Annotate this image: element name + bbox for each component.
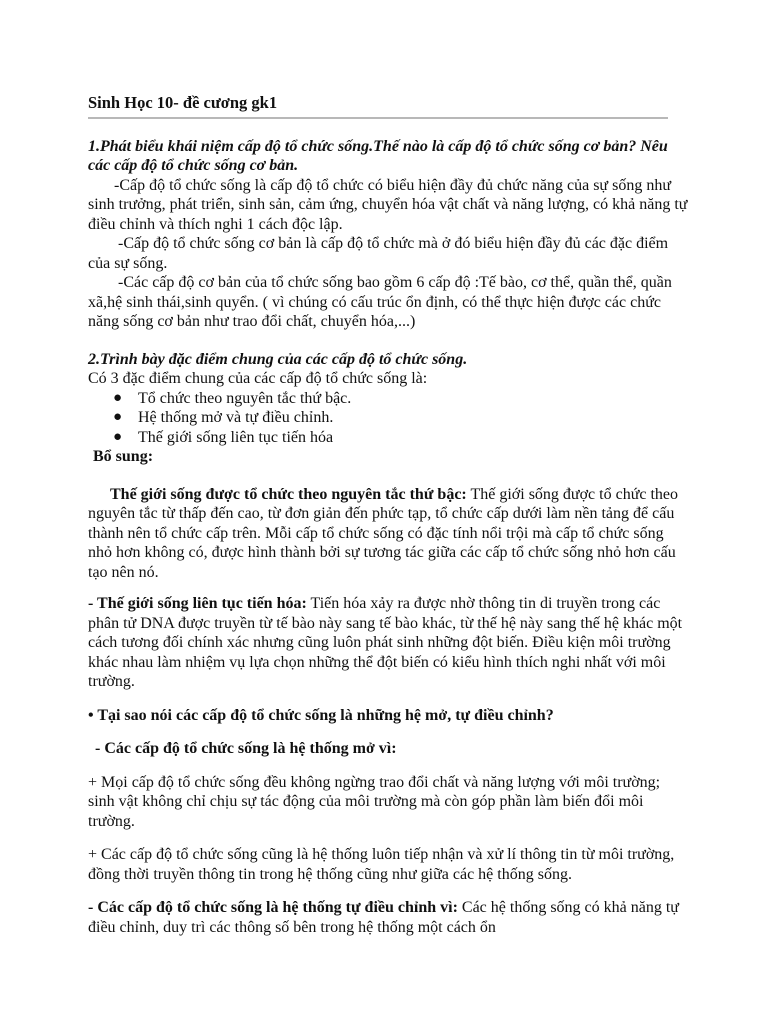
answer-1-paragraph-3: -Các cấp độ cơ bản của tổ chức sống bao gồm 6 cấp độ :Tế bào, cơ thể, quần thể, quần xã,hệ sinh thái,sinh quyển. ( vì chúng có cấu trúc ổn định, có thể thực hiện được các chức năng sống cơ bản như trao đổi chất, chuyển hóa,...) — [88, 274, 672, 330]
supplement-label: Bổ sung: — [93, 448, 154, 465]
list-item-text: Thế giới sống liên tục tiến hóa — [138, 428, 334, 446]
answer-1-paragraph-1: -Cấp độ tổ chức sống là cấp độ tổ chức có biểu hiện đầy đủ chức năng của sự sống như sinh trưởng, phát triển, sinh sản, cảm ứng, chuyển hóa vật chất và năng lượng, có khả năng tự điều chỉnh và thích nghi 1 cách độc lập. — [88, 176, 688, 233]
open-system-heading: - Các cấp độ tổ chức sống là hệ thống mở vì: — [95, 740, 397, 757]
list-item-text: Hệ thống mở và tự điều chỉnh. — [138, 409, 334, 426]
document-title: Sinh Học 10- đề cương gk1 — [88, 93, 668, 119]
evolution-heading: - Thế giới sống liên tục tiến hóa: — [88, 595, 307, 612]
list-item — [113, 428, 688, 448]
list-item — [113, 389, 688, 409]
self-regulation-heading: - Các cấp độ tổ chức sống là hệ thống tự điều chỉnh vì: — [88, 899, 458, 916]
hierarchy-heading: Thế giới sống được tổ chức theo nguyên tắc thứ bậc: — [110, 485, 467, 503]
self-regulation-text: Các hệ thống sống có khả năng tự điều chỉnh, duy trì các thông số bên trong hệ thống một cách ổn — [88, 899, 679, 936]
answer-1-paragraph-2: -Cấp độ tổ chức sống cơ bản là cấp độ tổ chức mà ở đó biểu hiện đầy đủ các đặc điểm của sự sống. — [88, 235, 669, 272]
hierarchy-paragraph — [88, 485, 688, 583]
bullet-icon: ● — [113, 428, 123, 445]
list-item — [113, 408, 688, 428]
evolution-text: Tiến hóa xảy ra được nhờ thông tin di truyền trong các phân tử DNA được truyền từ tế bào này sang tế bào khác, từ thế hệ này sang thế hệ khác một cách tương đối chính xác nhưng cũng luôn phát sinh những đột biến. Điều kiện môi trường khác nhau làm nhiệm vụ lựa chọn những thể đột biến có kiểu hình thích nghi nhất với môi trường. — [88, 595, 683, 690]
open-system-question: • Tại sao nói các cấp độ tổ chức sống là những hệ mở, tự điều chỉnh? — [88, 706, 554, 724]
self-regulation-paragraph — [88, 898, 688, 937]
bullet-icon: ● — [113, 409, 123, 425]
question-1: 1.Phát biểu khái niệm cấp độ tổ chức sống.Thế nào là cấp độ tổ chức sống cơ bản? Nêu các cấp độ tổ chức sống cơ bản. — [88, 137, 668, 174]
open-system-point-2: + Các cấp độ tổ chức sống cũng là hệ thống luôn tiếp nhận và xử lí thông tin từ môi trường, đồng thời truyền thông tin trong hệ thống cũng như giữa các hệ thống sống. — [88, 846, 675, 883]
open-system-point-1: + Mọi cấp độ tổ chức sống đều không ngừng trao đổi chất và năng lượng với môi trường; sinh vật không chỉ chịu sự tác động của môi trường mà còn góp phần làm biến đổi môi trường. — [88, 773, 661, 830]
document-page — [88, 93, 688, 937]
bullet-icon: ● — [113, 389, 123, 406]
evolution-paragraph — [88, 594, 688, 692]
characteristics-list — [88, 389, 688, 448]
hierarchy-text: Thế giới sống được tổ chức theo nguyên tắc từ thấp đến cao, từ đơn giản đến phức tạp, tổ chức cấp dưới làm nền tảng để cấu thành nên tổ chức cấp trên. Mỗi cấp tổ chức sống có đặc tính nổi trội mà cấp tổ chức sống nhỏ hơn không có, được hình thành bởi sự tương tác giữa các cấp tổ chức sống nhỏ hơn cấu tạo nên nó. — [88, 485, 679, 581]
answer-2-intro: Có 3 đặc điểm chung của các cấp độ tổ chức sống là: — [88, 370, 428, 387]
question-2: 2.Trình bày đặc điểm chung của các cấp độ tổ chức sống. — [88, 350, 468, 368]
list-item-text: Tổ chức theo nguyên tắc thứ bậc. — [138, 389, 352, 407]
